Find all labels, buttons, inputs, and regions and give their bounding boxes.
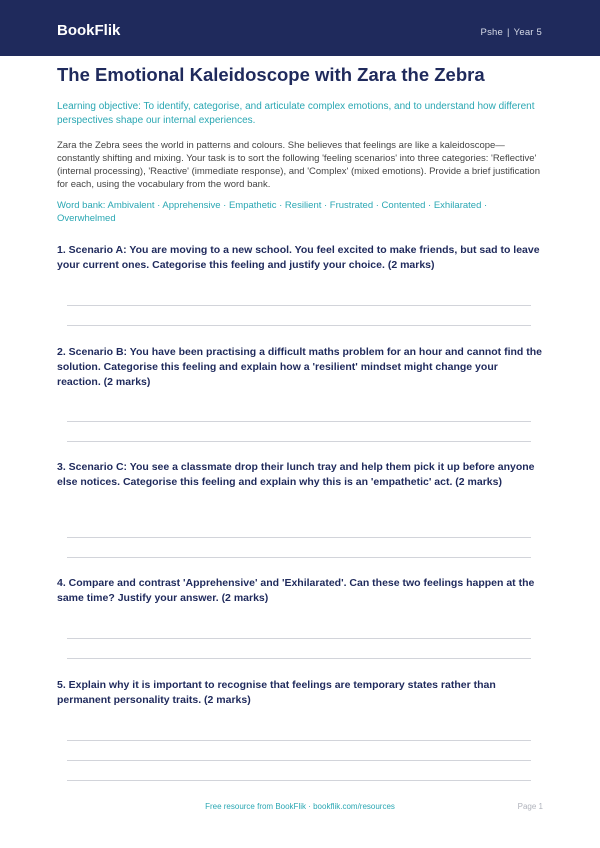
meta-separator: | [507, 27, 510, 38]
answer-line[interactable] [67, 638, 531, 639]
page-title: The Emotional Kaleidoscope with Zara the Zebra [57, 64, 485, 85]
answer-line[interactable] [67, 658, 531, 659]
answer-line[interactable] [67, 441, 531, 442]
page-header [0, 0, 600, 56]
answer-line[interactable] [67, 740, 531, 741]
answer-line[interactable] [67, 305, 531, 306]
question-5: 5. Explain why it is important to recognise that feelings are temporary states rather than permanent personality traits. (2 marks) [57, 679, 496, 706]
subject-label: Pshe [480, 27, 503, 38]
answer-line[interactable] [67, 780, 531, 781]
learning-objective: Learning objective: To identify, categorise, and articulate complex emotions, and to understand how different perspectives shape our internal experiences. [57, 101, 535, 126]
question-1: 1. Scenario A: You are moving to a new school. You feel excited to make friends, but sad to leave your current ones. Categorise this feeling and justify your choice. (2 marks) [57, 244, 540, 271]
question-3: 3. Scenario C: You see a classmate drop their lunch tray and help them pick it up before anyone else notices. Categorise this feeling and explain why this is an 'empathetic' act. (2 marks) [57, 461, 535, 488]
footer-text: Free resource from BookFlik · bookflik.com/resources [205, 802, 395, 811]
year-label: Year 5 [513, 27, 542, 38]
answer-line[interactable] [67, 325, 531, 326]
brand-logo: BookFlik [57, 22, 121, 39]
question-4: 4. Compare and contrast 'Apprehensive' and 'Exhilarated'. Can these two feelings happen at the same time? Justify your answer. (2 marks) [57, 577, 535, 604]
word-bank: Word bank: Ambivalent · Apprehensive · Empathetic · Resilient · Frustrated · Contented · Exhilarated · Overwhelmed [57, 200, 488, 224]
answer-line[interactable] [67, 760, 531, 761]
answer-line[interactable] [67, 421, 531, 422]
page-number: Page 1 [517, 802, 543, 811]
answer-line[interactable] [67, 557, 531, 558]
subject-year [481, 27, 542, 38]
question-2: 2. Scenario B: You have been practising a difficult maths problem for an hour and cannot find the solution. Categorise this feeling and explain how a 'resilient' mindset might change your reaction. (2 marks) [57, 346, 543, 388]
answer-line[interactable] [67, 537, 531, 538]
intro-paragraph: Zara the Zebra sees the world in patterns and colours. She believes that feelings are like a kaleidoscope—constantly shifting and mixing. Your task is to sort the following 'feeling scenarios' into three categories: 'Reflective' (internal processing), 'Reactive' (immediate response), and 'Complex' (mixed emotions). Provide a brief justification for each, using the vocabulary from the word bank. [57, 140, 540, 190]
